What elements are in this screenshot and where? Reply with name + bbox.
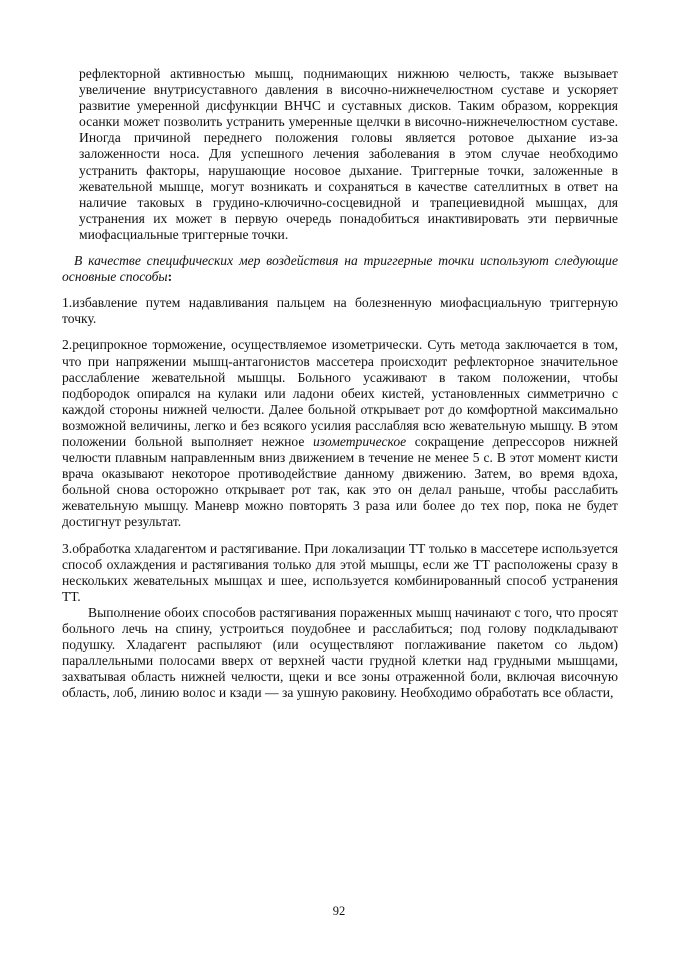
paragraph-stretching: Выполнение обоих способов растягивания пораженных мышц начинают с того, что просят больного лечь на спину, устроиться поудобнее и расслабиться; под голову подкладывают подушку. Хладагент распыляют (или осуществляют поглаживание пакетом со льдом) параллельными полосами вверх от верхней части грудной клетки над грудными мышцами, захватывая область нижней челюсти, щеки и все зоны отраженной боли, включая височную область, лоб, линию волос и кзади — за ушную раковину. Необходимо обработать все области, — [62, 604, 618, 701]
list-item-2 — [62, 337, 618, 530]
paragraph-posture: рефлекторной активностью мышц, поднимающих нижнюю челюсть, также вызывает увеличение внутрисуставного давления в височно-нижнечелюстном суставе и ускоряет развитие умеренной дисфункции ВНЧС и суставных дисков. Таким образом, коррекция осанки может позволить устранить умеренные щелчки в височно-нижнечелюстном суставе. Иногда причиной переднего положения головы является ротовое дыхание из-за заложенности носа. Для успешного лечения заболевания в этом случае необходимо устранить факторы, нарушающие носовое дыхание. Триггерные точки, заложенные в жевательной мышце, могут возникать и сохраняться в качестве сателлитных в ответ на наличие таковых в грудино-ключично-сосцевидной и трапециевидной мышцах, для устранения их может в первую очередь понадобиться инактивировать эти первичные миофасциальные триггерные точки. — [79, 66, 618, 242]
methods-intro-italic: В качестве специфических мер воздействия на триггерные точки используют следующие основные способы — [62, 253, 618, 285]
list-item-3: 3.обработка хладагентом и растягивание. При локализации ТТ только в массетере используется способ охлаждения и растягивания только для этой мышцы, если же ТТ расположены сразу в нескольких жевательных мышцах и шее, используется комбинированный способ устранения ТТ. — [62, 540, 618, 604]
list-item-1: 1.избавление путем надавливания пальцем на болезненную миофасциальную триггерную точку. — [62, 295, 618, 327]
list-item-2-text-a: 2.реципрокное торможение, осуществляемое изометрически. Суть метода заключается в том, что при напряжении мышц-антагонистов массетера происходит рефлекторное значительное расслабление жевательной мышцы. Больного усаживают в таком положении, чтобы подбородок опирался на кулаки или ладони обеих кистей, установленных симметрично с каждой стороны нижней челюсти. Далее больной открывает рот до комфортной максимально возможной величины, легко и без всякого усилия расслабляя всю жевательную мышцу. В этом положении больной выполняет нежное — [62, 337, 618, 449]
list-item-2-italic: изометрическое — [313, 433, 407, 449]
page-number: 92 — [332, 904, 346, 918]
list-item-2-text-b: сокращение депрессоров нижней челюсти плавным направленным вниз движением в течение не менее 5 с. В этот момент кисти врача оказывают некоторое противодействие данному движению. Затем, во время вдоха, больной снова осторожно открывает рот так, как это он делал раньше, чтобы расслабить жевательную мышцу. Маневр можно повторять 3 раза или более до тех пор, пока не будет достигнут результат. — [62, 433, 618, 530]
paragraph-methods-intro — [62, 253, 618, 285]
methods-intro-colon: : — [167, 269, 173, 285]
document-page — [62, 66, 618, 701]
